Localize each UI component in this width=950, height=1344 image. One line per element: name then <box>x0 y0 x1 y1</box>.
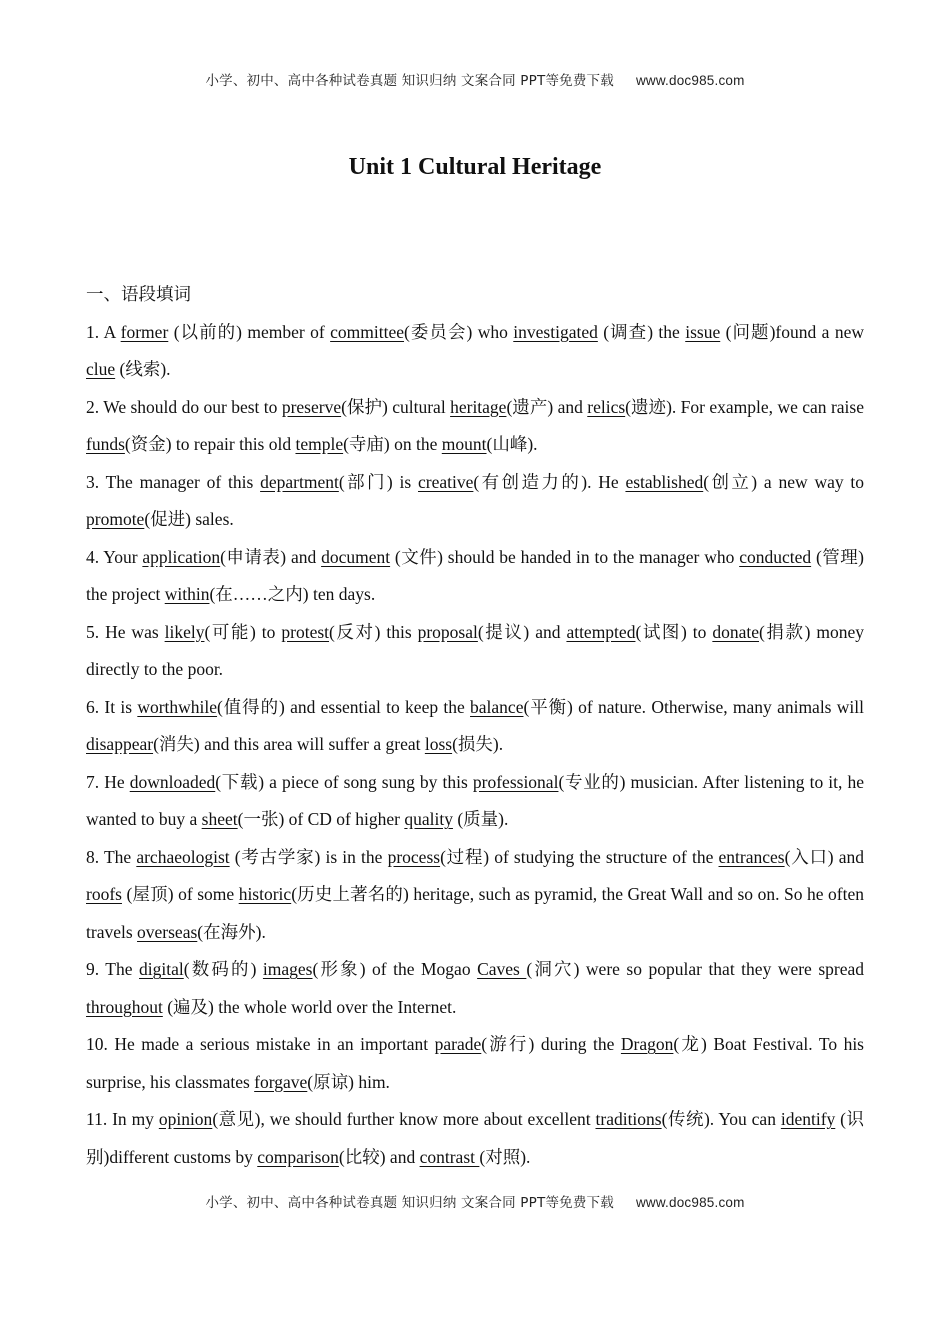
answer-word: Caves <box>477 959 527 979</box>
text-segment: (意见), we should further know more about excellent <box>212 1109 596 1129</box>
text-segment: (考古学家) is in the <box>229 846 388 867</box>
exercise-item <box>86 1101 864 1176</box>
text-segment: (过程) of studying the structure of the <box>440 846 719 867</box>
exercise-item <box>86 464 864 539</box>
text-segment: (促进) sales. <box>144 509 234 529</box>
answer-word: quality <box>404 809 453 829</box>
text-segment: 5. He was <box>86 621 165 642</box>
text-segment: (损失). <box>452 734 504 754</box>
text-segment: 9. The <box>86 959 140 979</box>
text-segment: (洞穴) were so popular that they were spread <box>526 959 864 979</box>
answer-word: sheet <box>201 809 238 829</box>
header-text: 小学、初中、高中各种试卷真题 知识归纳 文案合同 PPT等免费下载 <box>205 73 614 89</box>
answer-word: Dragon <box>620 1034 674 1054</box>
text-segment: (反对) this <box>329 621 418 642</box>
footer-url[interactable]: www.doc985.com <box>635 1195 745 1210</box>
text-segment: (传统). You can <box>661 1109 781 1129</box>
answer-word: relics <box>587 396 626 417</box>
text-segment: (形象) of the Mogao <box>312 959 478 979</box>
answer-word: loss <box>424 734 453 754</box>
text-segment: (遗迹). For example, we can raise <box>625 396 864 417</box>
text-segment: (以前的) member of <box>168 321 331 342</box>
answer-word: preserve <box>281 396 342 417</box>
answer-word: donate <box>712 621 760 642</box>
answer-word: temple <box>295 434 344 454</box>
answer-word: funds <box>86 434 125 454</box>
page-header <box>0 69 950 89</box>
answer-word: promote <box>86 509 145 529</box>
answer-word: creative <box>418 471 474 492</box>
answer-word: former <box>120 321 169 342</box>
text-segment: (问题)found a new <box>720 321 864 342</box>
text-segment: 1. A <box>86 321 121 342</box>
text-segment: (屋顶) of some <box>121 884 239 904</box>
header-url[interactable]: www.doc985.com <box>635 73 745 88</box>
exercise-item <box>86 614 864 689</box>
page-title: Unit 1 Cultural Heritage <box>348 154 602 180</box>
text-segment: (创立) a new way to <box>703 471 865 492</box>
page-footer <box>0 1191 950 1211</box>
text-segment: (历史上著名的) heritage, such as pyramid, the Great Wall and so on. So he often travels <box>86 884 864 942</box>
answer-word: opinion <box>158 1109 213 1129</box>
text-segment: (部门) is <box>338 471 419 492</box>
answer-word: mount <box>441 434 487 454</box>
text-segment: (消失) and this area will suffer a great <box>153 734 425 754</box>
answer-word: roofs <box>86 884 122 904</box>
answer-word: committee <box>330 321 405 342</box>
exercise-item <box>86 539 864 614</box>
text-segment: (对照). <box>479 1146 531 1167</box>
text-segment: (下载) a piece of song sung by this <box>215 771 473 792</box>
answer-word: images <box>262 959 313 979</box>
text-segment: (比较) and <box>338 1146 420 1167</box>
text-segment: 11. In my <box>86 1109 159 1129</box>
text-segment: 10. He made a serious mistake in an important <box>86 1034 435 1054</box>
answer-word: likely <box>164 621 205 642</box>
text-segment: (资金) to repair this old <box>124 434 296 454</box>
exercise-item <box>86 314 864 389</box>
answer-word: established <box>625 471 704 492</box>
exercise-item <box>86 764 864 839</box>
exercise-item <box>86 951 864 1026</box>
answer-word: traditions <box>595 1109 662 1129</box>
text-segment: (平衡) of nature. Otherwise, many animals will <box>523 696 864 717</box>
answer-word: downloaded <box>129 771 216 792</box>
text-segment: (试图) to <box>635 621 713 642</box>
answer-word: worthwhile <box>137 696 218 717</box>
answer-word: professional <box>472 771 559 792</box>
answer-word: forgave <box>254 1071 308 1092</box>
text-segment: (文件) should be handed in to the manager who <box>390 546 740 567</box>
answer-word: conducted <box>739 546 812 567</box>
answer-word: balance <box>470 696 524 717</box>
answer-word: department <box>260 471 339 492</box>
text-segment: (在海外). <box>197 921 266 942</box>
answer-word: application <box>142 546 221 567</box>
text-segment: (有创造力的). He <box>473 471 626 492</box>
answer-word: throughout <box>86 996 163 1017</box>
text-segment: (捐款) money directly to the poor. <box>86 621 864 679</box>
answer-word: issue <box>685 321 721 342</box>
exercise-item <box>86 389 864 464</box>
text-segment: (调查) the <box>597 321 686 342</box>
answer-word: contrast <box>419 1146 480 1167</box>
text-segment: (委员会) who <box>404 321 514 342</box>
text-segment: (遍及) the whole world over the Internet. <box>162 996 457 1017</box>
answer-word: protest <box>281 621 330 642</box>
exercise-item <box>86 839 864 952</box>
text-segment: (可能) to <box>204 621 282 642</box>
text-segment: (识别)different customs by <box>86 1109 864 1167</box>
text-segment: (山峰). <box>486 434 538 454</box>
text-segment: (数码的) <box>183 959 263 979</box>
text-segment: (入口) and <box>784 846 864 867</box>
text-segment: 8. The <box>86 846 137 867</box>
answer-word: digital <box>139 959 184 979</box>
text-segment: (原谅) him. <box>307 1071 390 1092</box>
paragraph-list <box>86 314 864 1177</box>
answer-word: document <box>321 546 391 567</box>
text-segment: 4. Your <box>86 546 143 567</box>
section-heading: 一、语段填词 <box>86 284 191 304</box>
text-segment: (管理) the project <box>86 546 864 604</box>
text-segment: (保护) cultural <box>341 396 451 417</box>
answer-word: identify <box>780 1109 836 1129</box>
text-segment: (质量). <box>452 809 509 829</box>
text-segment: (游行) during the <box>481 1034 621 1054</box>
text-segment: 6. It is <box>86 696 138 717</box>
text-segment: 3. The manager of this <box>86 471 261 492</box>
footer-text: 小学、初中、高中各种试卷真题 知识归纳 文案合同 PPT等免费下载 <box>205 1195 614 1211</box>
answer-word: investigated <box>513 321 598 342</box>
answer-word: proposal <box>417 621 478 642</box>
answer-word: process <box>387 846 441 867</box>
text-segment: (龙) Boat Festival. To his surprise, his classmates <box>86 1034 864 1092</box>
text-segment: (寺庙) on the <box>343 434 442 454</box>
document-body <box>86 276 864 1176</box>
answer-word: parade <box>434 1034 482 1054</box>
exercise-item <box>86 689 864 764</box>
answer-word: entrances <box>718 846 785 867</box>
text-segment: 7. He <box>86 771 130 792</box>
answer-word: disappear <box>86 734 154 754</box>
text-segment: (线索). <box>115 359 171 379</box>
text-segment: (专业的) musician. After listening to it, he wanted to buy a <box>86 771 864 829</box>
text-segment: (一张) of CD of higher <box>237 809 405 829</box>
answer-word: clue <box>86 359 116 379</box>
text-segment: (申请表) and <box>220 546 322 567</box>
answer-word: within <box>164 584 210 604</box>
text-segment: (提议) and <box>477 621 567 642</box>
answer-word: archaeologist <box>136 846 230 867</box>
answer-word: comparison <box>257 1146 339 1167</box>
answer-word: historic <box>238 884 292 904</box>
answer-word: overseas <box>137 921 198 942</box>
text-segment: (遗产) and <box>506 396 588 417</box>
text-segment: (值得的) and essential to keep the <box>217 696 471 717</box>
text-segment: (在……之内) ten days. <box>209 584 376 604</box>
answer-word: attempted <box>566 621 636 642</box>
text-segment: 2. We should do our best to <box>86 396 282 417</box>
answer-word: heritage <box>450 396 507 417</box>
exercise-item <box>86 1026 864 1101</box>
